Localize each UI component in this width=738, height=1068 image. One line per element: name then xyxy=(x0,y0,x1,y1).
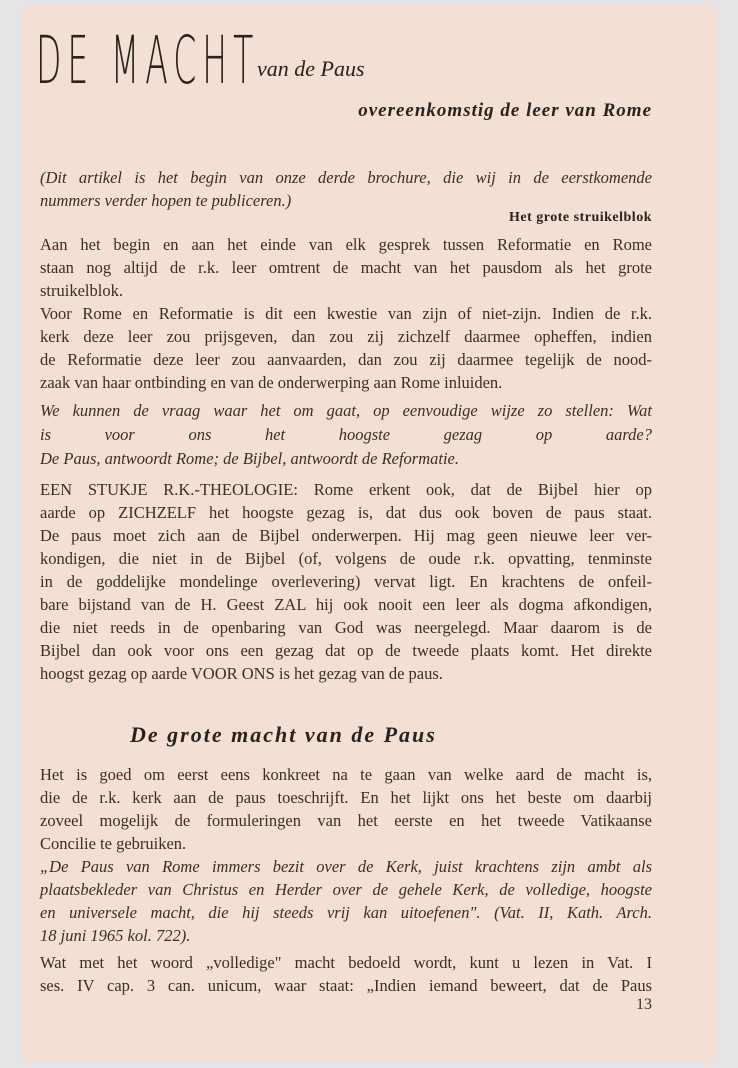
p7-line: Wat met het woord „volledige" macht bedoeld wordt, kunt u lezen in Vat. I xyxy=(40,953,652,972)
page-number: 13 xyxy=(636,996,652,1013)
p6-line: en universele macht, die hij steeds vrij kan uitoefenen". (Vat. II, Kath. Arch. xyxy=(40,903,652,922)
p5-line: Het is goed om eerst eens konkreet na te gaan van welke aard de macht is, xyxy=(40,765,652,784)
p2-line: zaak van haar ontbinding en van de onderwerping aan Rome inluiden. xyxy=(40,373,503,392)
p7-line: ses. IV cap. 3 can. unicum, waar staat: „Indien iemand beweert, dat de Paus xyxy=(40,976,652,995)
subtitle: overeenkomstig de leer van Rome xyxy=(358,100,652,121)
p2-line: Voor Rome en Reformatie is dit een kwestie van zijn of niet-zijn. Indien de r.k. xyxy=(40,304,652,323)
p4-line: hoogst gezag op aarde VOOR ONS is het gezag van de paus. xyxy=(40,664,443,683)
p4-line: De paus moet zich aan de Bijbel onderwerpen. Hij mag geen nieuwe leer ver- xyxy=(40,526,652,545)
p5-line: Concilie te gebruiken. xyxy=(40,834,187,853)
p4-line: bare bijstand van de H. Geest ZAL hij ook nooit een leer als dogma afkondigen, xyxy=(40,595,652,614)
p4-line: Bijbel dan ook voor ons een gezag dat op de tweede plaats komt. Het direkte xyxy=(40,641,652,660)
intro-line: nummers verder hopen te publiceren.) xyxy=(40,191,292,210)
p6-line: „De Paus van Rome immers bezit over de Kerk, juist krachtens zijn ambt als xyxy=(40,857,652,876)
p1-line: struikelblok. xyxy=(40,281,123,300)
p4-line: in de goddelijke mondelinge overlevering) vervat ligt. En krachtens de onfeil- xyxy=(40,572,652,591)
p6-line: 18 juni 1965 kol. 722). xyxy=(40,926,191,945)
p1-line: staan nog altijd de r.k. leer omtrent de macht van het pausdom als het grote xyxy=(40,258,652,277)
p3-line: De Paus, antwoordt Rome; de Bijbel, antwoordt de Reformatie. xyxy=(40,449,460,468)
p4-line: kondigen, die niet in de Bijbel (of, volgens de oude r.k. opvatting, tenminste xyxy=(40,549,652,568)
intro-line: (Dit artikel is het begin van onze derde brochure, die wij in de eerstkomende xyxy=(40,168,652,187)
p3-line: We kunnen de vraag waar het om gaat, op eenvoudige wijze zo stellen: Wat xyxy=(40,401,652,420)
title-sub: van de Paus xyxy=(257,56,365,81)
p3-line: is voor ons het hoogste gezag op aarde? xyxy=(40,425,652,444)
p4-line: die niet reeds in de openbaring van God was neergelegd. Maar daarom is de xyxy=(40,618,652,637)
section-heading-struikelblok: Het grote struikelblok xyxy=(509,210,652,225)
title-main: DE MACHT xyxy=(36,22,260,99)
p1-line: Aan het begin en aan het einde van elk gesprek tussen Reformatie en Rome xyxy=(40,235,652,254)
p5-line: die de r.k. kerk aan de paus toeschrijft. En het lijkt ons het beste om daarbij xyxy=(40,788,652,807)
p5-line: zoveel mogelijk de formuleringen van het eerste en het tweede Vatikaanse xyxy=(40,811,652,830)
p2-line: de Reformatie deze leer zou aanvaarden, dan zou zij daarmee tegelijk de nood- xyxy=(40,350,652,369)
p4-line: aarde op ZICHZELF het hoogste gezag is, dat dus ook boven de paus staat. xyxy=(40,503,652,522)
p6-line: plaatsbekleder van Christus en Herder over de gehele Kerk, de volledige, hoogste xyxy=(40,880,652,899)
p4-line: EEN STUKJE R.K.-THEOLOGIE: Rome erkent ook, dat de Bijbel hier op xyxy=(40,480,652,499)
section-heading-grote-macht: De grote macht van de Paus xyxy=(130,722,437,747)
p2-line: kerk deze leer zou prijsgeven, dan zou zij zichzelf daarmee opheffen, indien xyxy=(40,327,652,346)
